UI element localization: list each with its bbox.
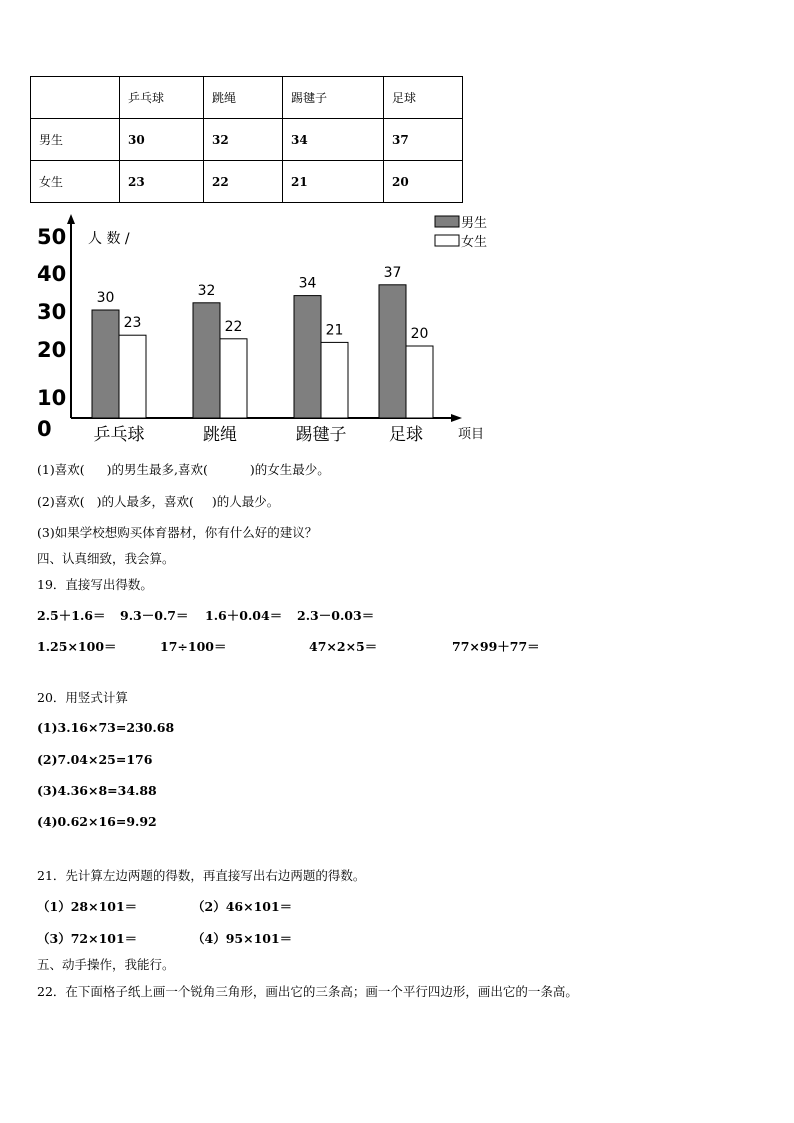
- question-3: (3)如果学校想购买体育器材，你有什么好的建议？: [37, 525, 318, 540]
- bar-girls: [220, 339, 247, 418]
- q21-item: （2）46×101＝: [192, 899, 293, 914]
- table-cell: 23: [120, 161, 204, 203]
- x-axis-arrow: [451, 414, 462, 422]
- data-label: 21: [325, 322, 344, 339]
- question-2: [37, 492, 279, 510]
- table-row-girls: [31, 161, 463, 203]
- table-cell: 34: [283, 119, 384, 161]
- legend-swatch: [435, 235, 459, 246]
- q22-text: 22．在下面格子纸上画一个锐角三角形，画出它的三条高；画一个平行四边形，画出它的一条高。: [37, 984, 578, 999]
- table-header-cell: [31, 77, 120, 119]
- y-tick-label: 0: [37, 417, 52, 441]
- data-label: 37: [383, 264, 402, 281]
- data-label: 22: [224, 318, 243, 335]
- table-row-boys: [31, 119, 463, 161]
- y-tick-label: 10: [37, 386, 67, 410]
- bar-chart: [30, 210, 500, 450]
- section-5-heading: 五、动手操作，我能行。: [37, 957, 175, 972]
- q21-item: （1）28×101＝: [37, 899, 138, 914]
- data-label: 34: [298, 275, 317, 292]
- table-cell: 22: [204, 161, 283, 203]
- table-cell: 21: [283, 161, 384, 203]
- row-label: 男生: [31, 119, 120, 161]
- calc-item: 1.25×100＝: [37, 639, 117, 654]
- calc-item: 17÷100＝: [160, 639, 227, 654]
- q21-item: （4）95×101＝: [192, 931, 293, 946]
- row-label: 女生: [31, 161, 120, 203]
- table-header-cell: 跳绳: [204, 77, 283, 119]
- x-tick-label: 足球: [389, 425, 423, 445]
- calc-item: 9.3－0.7＝: [120, 608, 189, 623]
- bar-girls: [406, 346, 433, 418]
- q21-title: 21．先计算左边两题的得数，再直接写出右边两题的得数。: [37, 868, 366, 883]
- table-header-cell: 乒乓球: [120, 77, 204, 119]
- q1-text-c: )的女生最少。: [249, 462, 330, 477]
- legend-label: 男生: [461, 216, 488, 231]
- q20-item: (3)4.36×8=34.88: [37, 783, 157, 798]
- y-tick-label: 20: [37, 338, 67, 362]
- q21-item: （3）72×101＝: [37, 931, 138, 946]
- data-label: 23: [123, 315, 142, 332]
- q1-text-a: (1)喜欢(: [37, 462, 85, 477]
- y-tick-label: 30: [37, 300, 67, 324]
- table-header-row: [31, 77, 463, 119]
- bar-boys: [294, 296, 321, 418]
- calc-item: 47×2×5＝: [309, 639, 378, 654]
- data-label: 30: [96, 290, 115, 306]
- calc-item: 1.6＋0.04＝: [205, 608, 283, 623]
- q20-item: (2)7.04×25=176: [37, 752, 153, 767]
- calc-item: 2.5＋1.6＝: [37, 608, 106, 623]
- x-tick-label: 踢毽子: [295, 425, 347, 445]
- legend-label: 女生: [461, 235, 488, 250]
- data-label: 20: [410, 326, 429, 342]
- table-header-cell: 踢毽子: [283, 77, 384, 119]
- bar-boys: [92, 310, 119, 418]
- q1-text-b: )的男生最多,喜欢(: [106, 462, 208, 477]
- sports-table: [30, 76, 463, 203]
- bar-girls: [119, 335, 146, 418]
- y-tick-label: 50: [37, 225, 67, 249]
- table-cell: 37: [384, 119, 463, 161]
- x-tick-label: 跳绳: [203, 425, 237, 445]
- legend-swatch: [435, 216, 459, 227]
- x-tick-label: 乒乓球: [93, 425, 145, 445]
- q2-text-b: )的人最多，喜欢(: [96, 494, 194, 509]
- data-label: 32: [197, 282, 216, 299]
- y-axis-label: 人 数 /: [88, 231, 130, 247]
- bar-girls: [321, 342, 348, 418]
- q20-item: (1)3.16×73=230.68: [37, 720, 175, 735]
- table-cell: 32: [204, 119, 283, 161]
- q19-title: 19．直接写出得数。: [37, 577, 153, 592]
- q2-text-c: )的人最少。: [211, 494, 280, 509]
- table-header-cell: 足球: [384, 77, 463, 119]
- y-tick-label: 40: [37, 262, 67, 286]
- calc-item: 2.3－0.03＝: [297, 608, 375, 623]
- q20-item: (4)0.62×16=9.92: [37, 814, 157, 829]
- y-axis-arrow: [67, 214, 75, 224]
- q2-text-a: (2)喜欢(: [37, 494, 85, 509]
- section-4-heading: 四、认真细致，我会算。: [37, 551, 175, 566]
- table-cell: 30: [120, 119, 204, 161]
- calc-item: 77×99＋77＝: [452, 639, 540, 654]
- bar-boys: [193, 303, 220, 418]
- q20-title: 20．用竖式计算: [37, 690, 128, 705]
- question-1: [37, 460, 330, 478]
- table-cell: 20: [384, 161, 463, 203]
- bar-boys: [379, 285, 406, 418]
- x-axis-label: 项目: [458, 427, 485, 442]
